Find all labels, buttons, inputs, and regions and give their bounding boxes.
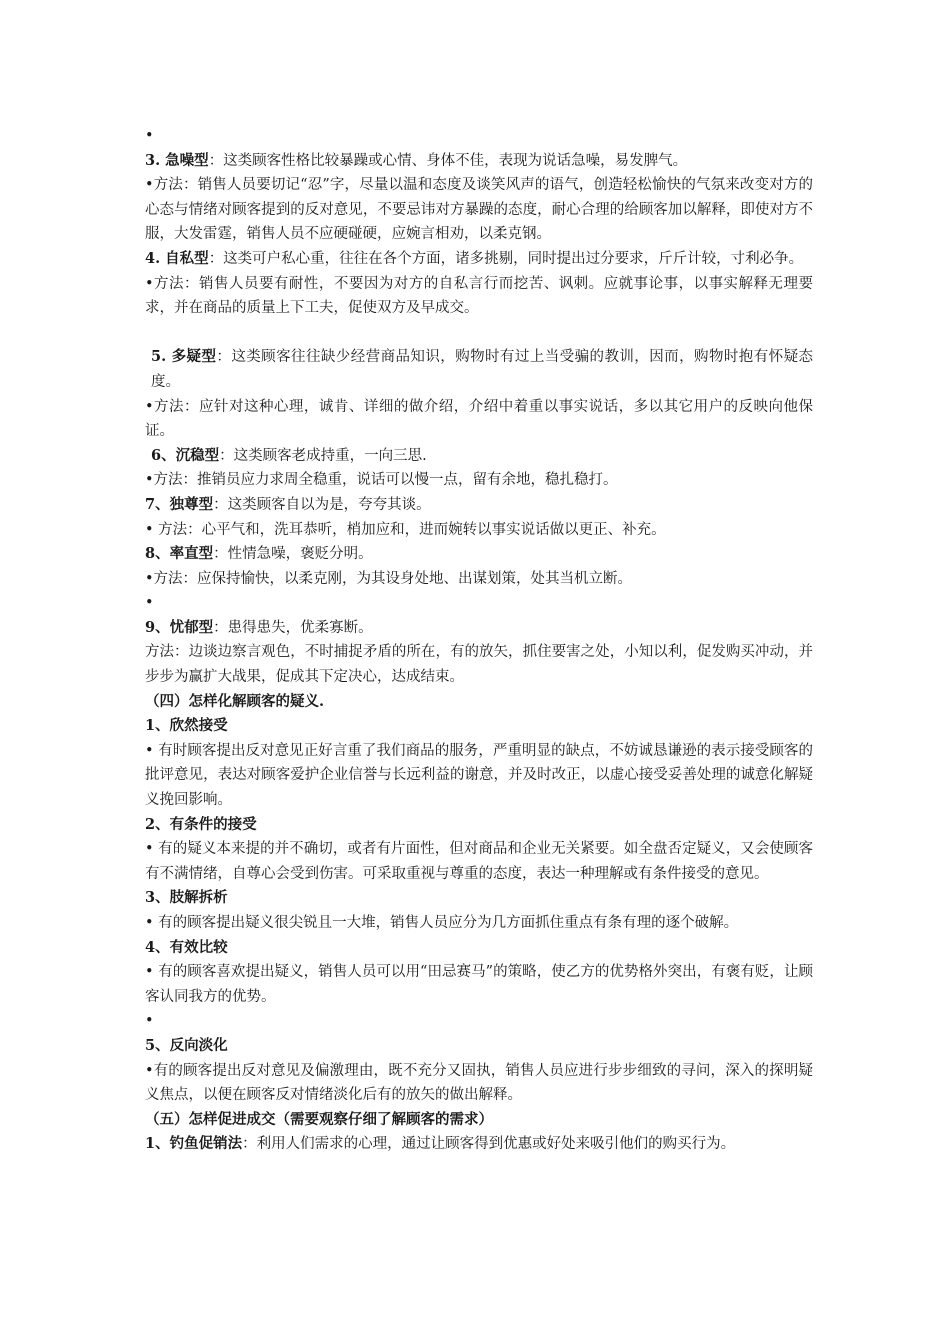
type-9-paragraph [145, 616, 813, 641]
type-6-paragraph [145, 444, 813, 469]
type-8-paragraph [145, 542, 813, 567]
item-1-heading: 1、欣然接受 [145, 717, 228, 735]
type-4-method: •方法：销售人员要有耐性，不要因为对方的自私言行而挖苦、讽刺。应就事论事，以事实解释无理要求，并在商品的质量上下工夫，促使双方及早成交。 [145, 275, 813, 317]
type-7-heading: 7、独尊型 [145, 495, 214, 513]
item-3-heading: 3、肢解拆析 [145, 889, 228, 907]
type-3-paragraph [145, 149, 813, 174]
type-6-description: ：这类顾客老成持重，一向三思. [219, 447, 427, 464]
type-6-method: •方法：推销员应力求周全稳重，说话可以慢一点，留有余地，稳扎稳打。 [145, 472, 618, 489]
type-9-heading: 9、忧郁型 [145, 618, 214, 636]
section-4-title: （四）怎样化解顾客的疑义. [145, 692, 325, 710]
type-9-description: ：患得患失，优柔寡断。 [213, 619, 373, 636]
item-1-text: • 有时顾客提出反对意见正好言重了我们商品的服务，严重明显的缺点，不妨诚恳谦逊的表示接受顾客的批评意见，表达对顾客爱护企业信誉与长远利益的谢意，并及时改正，以虚心接受妥善处理的诚意化解疑义挽回影响。 [145, 742, 813, 809]
item-5-heading: 5、反向淡化 [145, 1036, 228, 1054]
type-4-paragraph [145, 247, 813, 272]
item-4-text: • 有的顾客喜欢提出疑义，销售人员可以用“田忌赛马”的策略，使乙方的优势格外突出，有褒有贬，让顾客认同我方的优势。 [145, 964, 813, 1005]
bullet-marker: • [145, 1013, 154, 1030]
method-1-heading: 1、钓鱼促销法 [145, 1135, 243, 1153]
type-4-heading: 4. 自私型 [145, 249, 209, 267]
type-6-heading: 6、沉稳型 [151, 446, 220, 464]
method-1-paragraph [145, 1132, 813, 1157]
item-2-text: • 有的疑义本来提的并不确切，或者有片面性，但对商品和企业无关紧要。如全盘否定疑义，又会使顾客有不满情绪，自尊心会受到伤害。可采取重视与尊重的态度，表达一种理解或有条件接受的意见。 [145, 841, 813, 882]
item-3-text: • 有的顾客提出疑义很尖锐且一大堆，销售人员应分为几方面抓住重点有条有理的逐个破解。 [145, 915, 739, 931]
document-page [145, 124, 813, 1157]
item-4-heading: 4、有效比较 [145, 938, 228, 956]
type-8-heading: 8、率直型 [145, 545, 214, 563]
item-5-text: •有的顾客提出反对意见及偏激理由，既不充分又固执，销售人员应进行步步细致的寻问，深入的探明疑义焦点，以便在顾客反对情绪淡化后有的放矢的做出解释。 [145, 1062, 813, 1104]
type-9-method: 方法：边谈边察言观色，不时捕捉矛盾的所在，有的放矢，抓住要害之处，小知以利，促发购买冲动，并步步为赢扩大战果，促成其下定决心，达成结束。 [145, 644, 813, 686]
type-7-method: • 方法：心平气和，洗耳恭听，梢加应和，进而婉转以事实说话做以更正、补充。 [145, 521, 666, 538]
type-5-paragraph [145, 345, 813, 394]
type-8-description: ：性情急噪，褒贬分明。 [213, 546, 373, 563]
type-3-description: ：这类顾客性格比较暴躁或心情、身体不佳，表现为说话急噪，易发脾气。 [208, 152, 688, 169]
type-3-method: •方法：销售人员要切记“忍”字，尽量以温和态度及谈笑风声的语气，创造轻松愉快的气氛来改变对方的心态与情绪对顾客提到的反对意见，不要忌讳对方暴躁的态度，耐心合理的给顾客加以解释，即使对方不服，大发雷霆，销售人员不应硬碰硬，应婉言相劝，以柔克钢。 [145, 177, 813, 243]
type-5-method: •方法：应针对这种心理，诚肯、详细的做介绍，介绍中着重以事实说话，多以其它用户的反映向他保证。 [145, 398, 813, 440]
type-7-description: ：这类顾客自以为是，夸夸其谈。 [213, 496, 431, 513]
bullet-marker: • [145, 595, 154, 612]
blank-line [145, 321, 813, 346]
section-5-title: （五）怎样促进成交（需要观察仔细了解顾客的需求） [145, 1110, 493, 1128]
type-5-heading: 5. 多疑型 [151, 348, 217, 366]
type-3-heading: 3. 急噪型 [145, 151, 209, 169]
method-1-description: ：利用人们需求的心理，通过让顾客得到优惠或好处来吸引他们的购买行为。 [242, 1136, 736, 1153]
type-5-description: ：这类顾客往往缺少经营商品知识，购物时有过上当受骗的教训，因而，购物时抱有怀疑态度。 [151, 349, 813, 390]
bullet-marker: • [145, 128, 154, 144]
item-2-heading: 2、有条件的接受 [145, 815, 257, 833]
type-4-description: ：这类可户私心重，往往在各个方面，诸多挑剔，同时提出过分要求，斤斤计较，寸利必争。 [208, 250, 804, 267]
type-7-paragraph [145, 493, 813, 518]
type-8-method: •方法：应保持愉快，以柔克刚，为其设身处地、出谋划策，处其当机立断。 [145, 570, 633, 587]
